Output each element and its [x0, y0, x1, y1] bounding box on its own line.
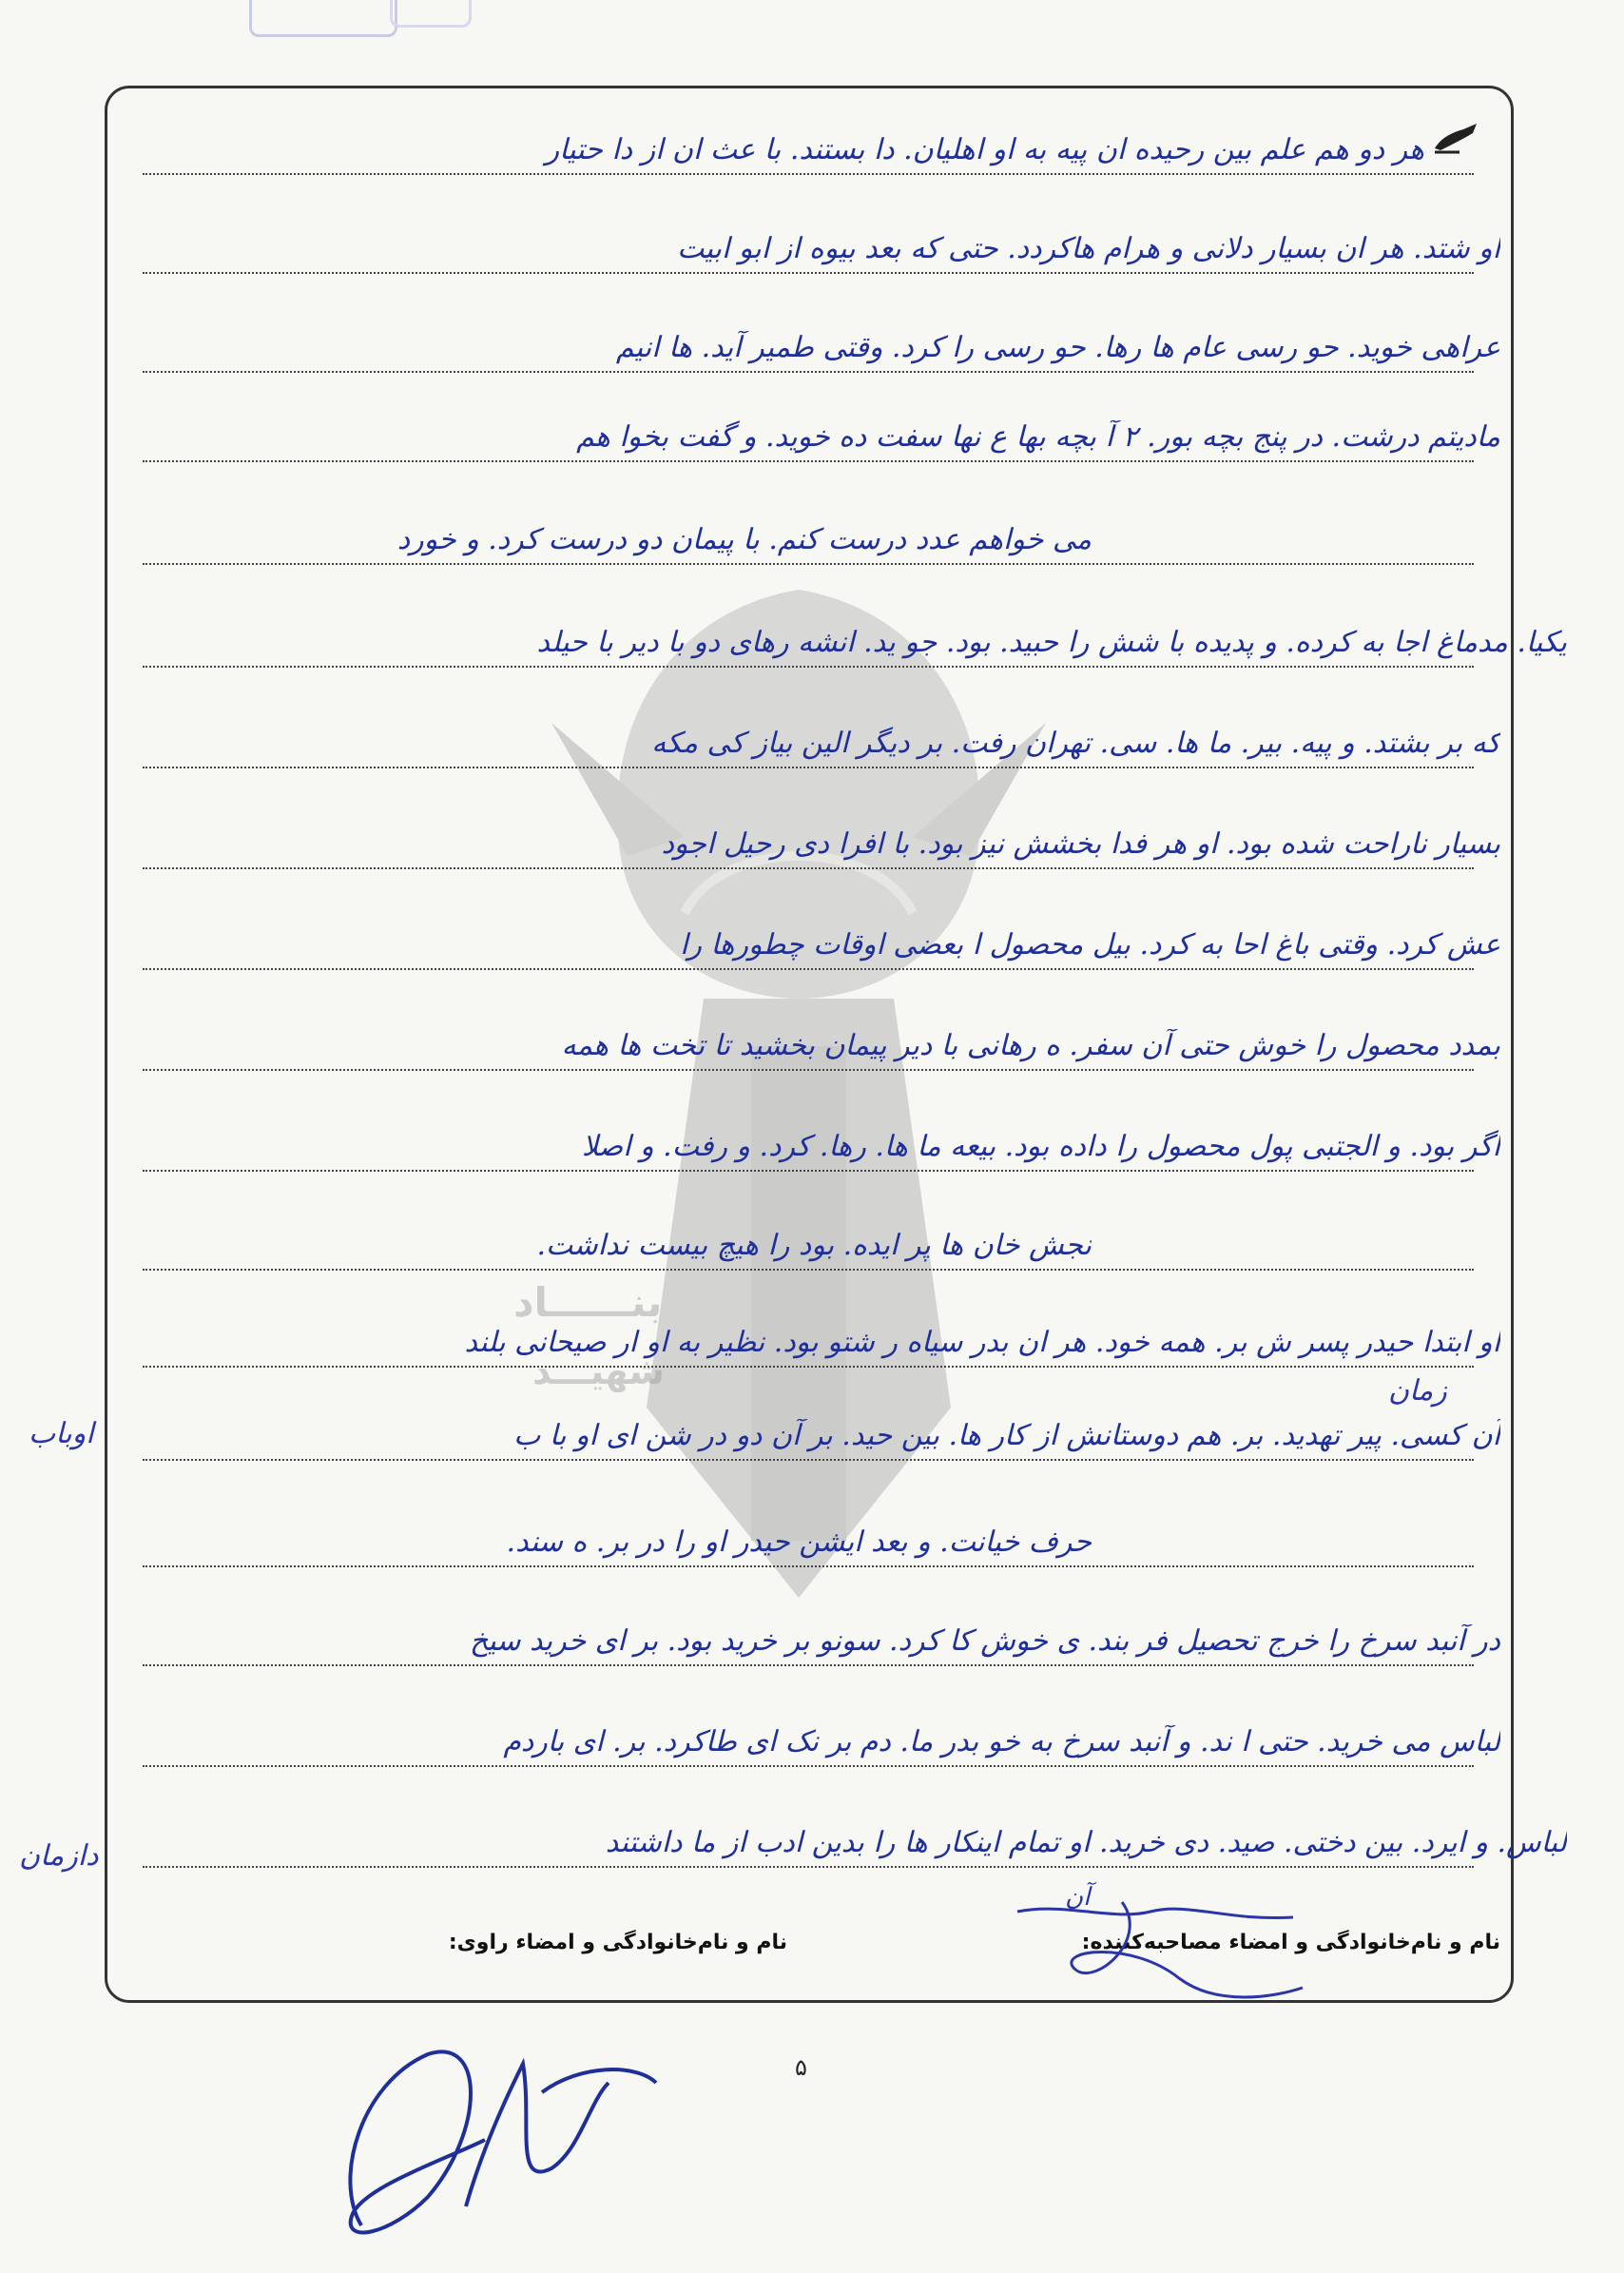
ruled-line — [143, 1269, 1474, 1271]
ruled-line — [143, 272, 1474, 274]
ruled-line — [143, 1565, 1474, 1567]
handwritten-line: می خواهم عدد درست کنم. با پیمان دو درست کرد. و خورد — [396, 523, 1092, 556]
handwritten-line: عش کرد. وقتی باغ احا به کرد. بیل محصول ا بعضی اوقات چطورها را — [680, 928, 1500, 962]
ruled-line — [143, 666, 1474, 668]
handwritten-line: عراهی خوید. حو رسی عام ها رها. حو رسی را کرد. وقتی طمیر آید. ها انیم — [615, 331, 1500, 364]
handwritten-line: در آنبد سرخ را خرج تحصیل فر بند. ی خوش کا کرد. سونو بر خرید بود. بر ای خرید سیخ — [469, 1624, 1500, 1658]
handwritten-line: اگر بود. و الجتبی پول محصول را داده بود. بیعه ما ها. رها. کرد. و رفت. و اصلا — [581, 1130, 1500, 1163]
ruled-line — [143, 371, 1474, 373]
ruled-line — [143, 1664, 1474, 1666]
margin-note-insert: زمان — [1388, 1374, 1447, 1408]
watermark-title: بنــــــاد — [513, 1279, 663, 1326]
handwritten-line: لباس می خرید. حتی ا ند. و آنبد سرخ به خو بدر ما. دم بر نک ای طاکرد. بر. ای باردم — [503, 1725, 1500, 1758]
handwritten-line: یکیا. مدماغ اجا به کرده. و پدیده با شش را حبید. بود. جو ید. انشه رهای دو با دیر با حیلد — [536, 626, 1567, 659]
handwritten-line: مادیتم درشت. در پنج بچه بور. ۲ آ بچه بها ع نها سفت ده خوید. و گفت بخوا هم — [576, 420, 1500, 454]
stamp-mark-top-secondary — [390, 0, 472, 28]
handwritten-line: آن کسی. پیر تهدید. بر. هم دوستانش از کار ها. بین حید. بر آن دو در شن ای او با ب — [513, 1419, 1500, 1452]
handwritten-line: لباس. و ایرد. بین دختی. صید. دی خرید. او تمام اینکار ها را بدین ادب از ما داشتند — [605, 1826, 1567, 1859]
pen-writing-icon — [1431, 120, 1480, 158]
interviewer-signature-label: نام و نام‌خانوادگی و امضاء مصاحبه‌کننده: — [1081, 1931, 1500, 1954]
margin-note-insert: آن — [1065, 1883, 1091, 1912]
ruled-line — [143, 1170, 1474, 1172]
ruled-line — [143, 867, 1474, 869]
ruled-line — [143, 1866, 1474, 1868]
handwritten-line: بمدد محصول را خوش حتی آن سفر. ه رهانی با دیر پیمان بخشید تا تخت ها همه — [561, 1029, 1500, 1062]
margin-note-left: اوباب — [29, 1417, 94, 1450]
ruled-line — [143, 767, 1474, 768]
narrator-signature-label: نام و نام‌خانوادگی و امضاء راوی: — [448, 1931, 787, 1954]
ruled-line — [143, 1459, 1474, 1461]
handwritten-line: نجش خان ها پر ایده. بود را هیچ بیست نداشت. — [536, 1229, 1092, 1262]
handwritten-line: او شتد. هر ان بسیار دلانی و هرام هاکردد. حتی که بعد بیوه از ابو ابیت — [677, 232, 1500, 265]
interviewer-signature — [1008, 1883, 1312, 2016]
stamp-mark-top — [249, 0, 397, 37]
ruled-line — [143, 173, 1474, 175]
ruled-line — [143, 1366, 1474, 1368]
handwritten-line: حرف خیانت. و بعد ایشن حیدر او را در بر. ه سند. — [506, 1525, 1092, 1559]
ruled-line — [143, 563, 1474, 565]
ruled-line — [143, 1069, 1474, 1071]
ruled-line — [143, 460, 1474, 462]
margin-note-left: دازمان — [19, 1839, 99, 1873]
page-number: ۵ — [795, 2054, 807, 2081]
ruled-line — [143, 968, 1474, 970]
narrator-signature — [323, 2026, 666, 2254]
handwritten-line: که بر بشتد. و پیه. بیر. ما ها. سی. تهران رفت. بر دیگر الین بیاز کی مکه — [651, 727, 1500, 760]
watermark-subtitle: شهيـــد — [532, 1350, 665, 1392]
foundation-emblem-watermark — [532, 552, 1065, 1655]
ruled-line — [143, 1765, 1474, 1767]
handwritten-line: هر دو هم علم بین رحیده ان پیه به او اهلیان. دا بستند. با عث ان از دا حتیار — [545, 133, 1424, 166]
handwritten-line: او ابتدا حیدر پسر ش بر. همه خود. هر ان بدر سیاه ر شتو بود. نظیر به او ار صیحانی بلند — [464, 1326, 1500, 1359]
handwritten-line: بسیار ناراحت شده بود. او هر فدا بخشش نیز بود. با افرا دی رحیل اجود — [661, 827, 1500, 861]
